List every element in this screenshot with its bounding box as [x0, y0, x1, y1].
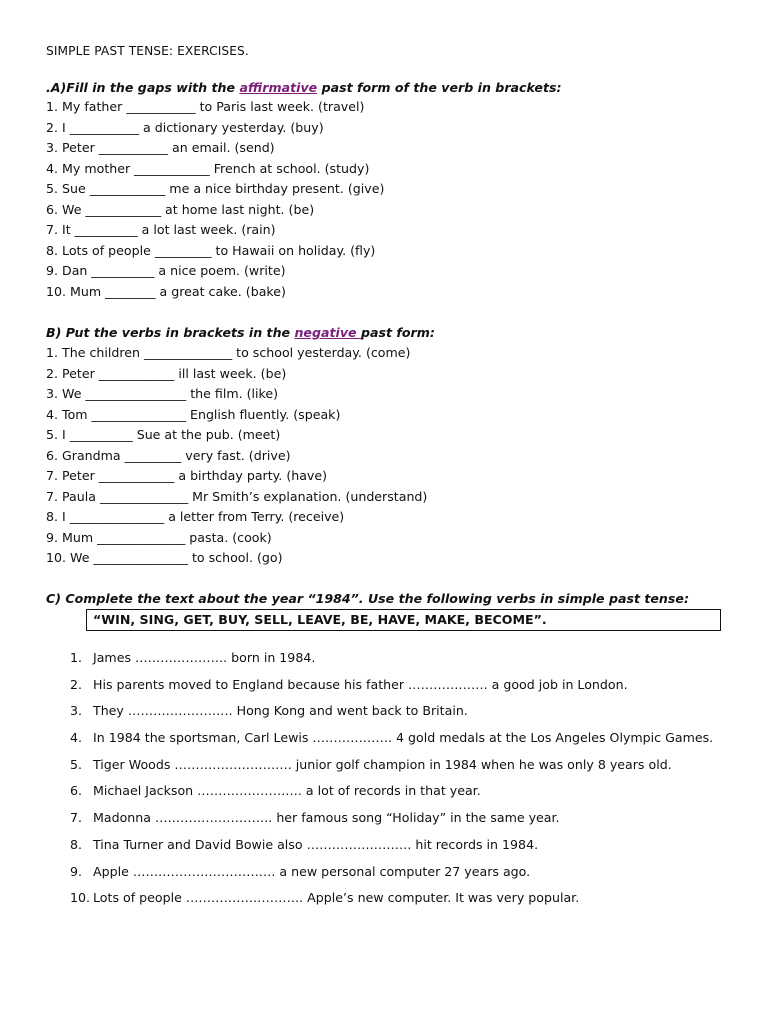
list-item: 7. It __________ a lot last week. (rain)	[46, 222, 276, 237]
section-a-list	[46, 97, 384, 302]
item-text: His parents moved to England because his father ………………. a good job in London.	[93, 676, 628, 692]
list-item: 5. I __________ Sue at the pub. (meet)	[46, 427, 281, 442]
item-number: 10.	[70, 890, 91, 906]
list-item: 4. Tom _______________ English fluently. (speak)	[46, 406, 341, 422]
item-text: Apple ……………………………. a new personal computer 27 years ago.	[93, 863, 531, 879]
section-b-heading	[46, 325, 435, 340]
item-text: James …………………. born in 1984.	[93, 650, 316, 665]
list-item: 1. My father ___________ to Paris last week. (travel)	[46, 99, 365, 114]
list-item	[70, 864, 713, 891]
list-item: 10. We _______________ to school. (go)	[46, 550, 283, 565]
item-text: Tina Turner and David Bowie also ……………………. hit records in 1984.	[93, 836, 539, 852]
list-item: 4. My mother ____________ French at school. (study)	[46, 160, 370, 176]
list-item	[70, 890, 713, 917]
list-item: 6. Grandma _________ very fast. (drive)	[46, 447, 291, 463]
item-text: Michael Jackson ……………………. a lot of records in that year.	[93, 783, 481, 799]
list-item: 9. Mum ______________ pasta. (cook)	[46, 529, 272, 545]
section-a-heading-prefix: .A)Fill in the gaps with the	[46, 80, 240, 95]
section-b-emphasis: negative	[294, 325, 361, 340]
list-item: 1. The children ______________ to school yesterday. (come)	[46, 345, 411, 360]
item-number: 6.	[70, 783, 83, 799]
item-number: 4.	[70, 730, 83, 746]
list-item: 8. I _______________ a letter from Terry. (receive)	[46, 509, 345, 524]
list-item: 2. I ___________ a dictionary yesterday. (buy)	[46, 119, 324, 135]
list-item: 6. We ____________ at home last night. (be)	[46, 201, 315, 217]
section-c-list	[70, 650, 713, 917]
list-item	[70, 783, 713, 810]
item-text: Tiger Woods ………………………. junior golf champion in 1984 when he was only 8 years old.	[93, 756, 672, 772]
item-number: 2.	[70, 676, 83, 692]
section-b-heading-prefix: B) Put the verbs in brackets in the	[46, 325, 295, 340]
item-text: They ……………………. Hong Kong and went back to Britain.	[93, 703, 468, 719]
list-item	[70, 703, 713, 730]
list-item	[70, 677, 713, 704]
item-text: Madonna ………………………. her famous song “Holiday” in the same year.	[93, 810, 560, 826]
section-a-heading	[46, 80, 562, 95]
list-item: 10. Mum ________ a great cake. (bake)	[46, 283, 286, 299]
section-c-heading: C) Complete the text about the year “1984”. Use the following verbs in simple past tense:	[46, 591, 689, 606]
item-number: 7.	[70, 810, 83, 826]
list-item: 2. Peter ____________ ill last week. (be)	[46, 365, 287, 381]
list-item	[70, 730, 713, 757]
item-number: 3.	[70, 703, 83, 719]
section-a-emphasis: affirmative	[239, 80, 318, 95]
list-item: 3. Peter ___________ an email. (send)	[46, 140, 275, 155]
item-number: 8.	[70, 836, 83, 852]
section-a-heading-suffix: past form of the verb in brackets:	[317, 80, 562, 95]
verbs-box: “WIN, SING, GET, BUY, SELL, LEAVE, BE, HAVE, MAKE, BECOME”.	[86, 609, 721, 631]
item-number: 1.	[70, 650, 83, 665]
item-text: Lots of people ………………………. Apple’s new computer. It was very popular.	[93, 890, 580, 906]
list-item: 7. Peter ____________ a birthday party. (have)	[46, 468, 328, 483]
list-item: 9. Dan __________ a nice poem. (write)	[46, 263, 286, 278]
item-number: 9.	[70, 863, 83, 879]
list-item: 8. Lots of people _________ to Hawaii on holiday. (fly)	[46, 242, 376, 258]
item-number: 5.	[70, 756, 83, 772]
list-item: 3. We ________________ the film. (like)	[46, 386, 279, 401]
list-item	[70, 650, 713, 677]
list-item: 7. Paula ______________ Mr Smith’s explanation. (understand)	[46, 488, 428, 504]
section-b-list	[46, 343, 427, 569]
list-item	[70, 757, 713, 784]
list-item: 5. Sue ____________ me a nice birthday present. (give)	[46, 181, 385, 196]
list-item	[70, 837, 713, 864]
page-title: SIMPLE PAST TENSE: EXERCISES.	[46, 44, 249, 58]
list-item	[70, 810, 713, 837]
section-b-heading-suffix: past form:	[360, 325, 435, 340]
item-text: In 1984 the sportsman, Carl Lewis ………………. 4 gold medals at the Los Angeles Olympic Games.	[93, 730, 714, 746]
